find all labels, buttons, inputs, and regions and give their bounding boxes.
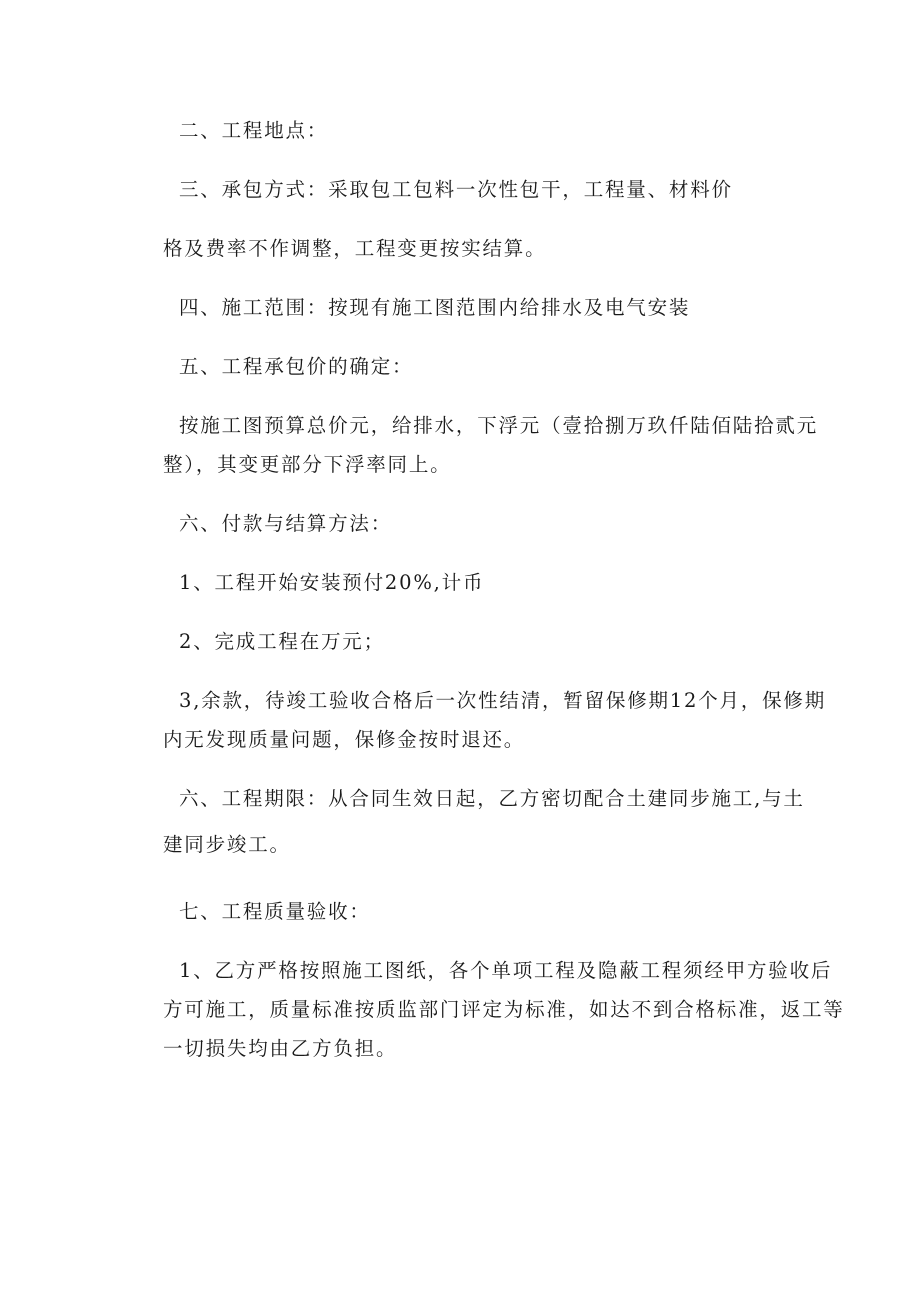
clause-payment-heading [163, 509, 790, 538]
clause-payment-item-2 [163, 627, 790, 656]
clause-scope [163, 293, 790, 322]
paragraph-line: 3,余款，待竣工验收合格后一次性结清，暂留保修期12个月，保修期 [179, 689, 827, 712]
clause-price-detail [163, 411, 819, 479]
paragraph-line: 方可施工，质量标准按质监部门评定为标准，如达不到合格标准，返工等 [163, 998, 845, 1021]
clause-payment-item-1 [163, 568, 790, 597]
clause-quality-item-1 [163, 956, 845, 1063]
paragraph-line: 五、工程承包价的确定： [179, 355, 414, 378]
paragraph-line: 格及费率不作调整，工程变更按实结算。 [163, 237, 547, 260]
paragraph-line: 六、工程期限：从合同生效日起，乙方密切配合土建同步施工,与土 [179, 787, 805, 810]
clause-location [163, 116, 790, 145]
paragraph-line: 七、工程质量验收： [179, 900, 371, 923]
paragraph-line: 1、乙方严格按照施工图纸，各个单项工程及隐蔽工程须经甲方验收后 [179, 959, 833, 982]
clause-contract-method [163, 175, 790, 263]
paragraph-line: 内无发现质量问题，保修金按时退还。 [163, 728, 526, 751]
paragraph-line: 六、付款与结算方法： [179, 512, 393, 535]
clause-quality-heading [163, 897, 790, 926]
paragraph-line: 二、工程地点： [179, 119, 329, 142]
paragraph-line: 三、承包方式：采取包工包料一次性包干，工程量、材料价 [179, 178, 733, 201]
paragraph-line: 整），其变更部分下浮率同上。 [163, 453, 452, 476]
clause-duration [163, 784, 805, 859]
paragraph-line: 建同步竣工。 [163, 833, 291, 856]
clause-payment-item-3 [163, 686, 827, 754]
paragraph-line: 1、工程开始安装预付20%,计币 [179, 571, 485, 594]
paragraph-line: 2、完成工程在万元； [179, 630, 385, 653]
clause-price-heading [163, 352, 790, 381]
paragraph-line: 按施工图预算总价元，给排水，下浮元（壹拾捌万玖仟陆佰陆拾贰元 [179, 414, 819, 437]
paragraph-line: 一切损失均由乙方负担。 [163, 1037, 398, 1060]
paragraph-line: 四、施工范围：按现有施工图范围内给排水及电气安装 [179, 296, 691, 319]
